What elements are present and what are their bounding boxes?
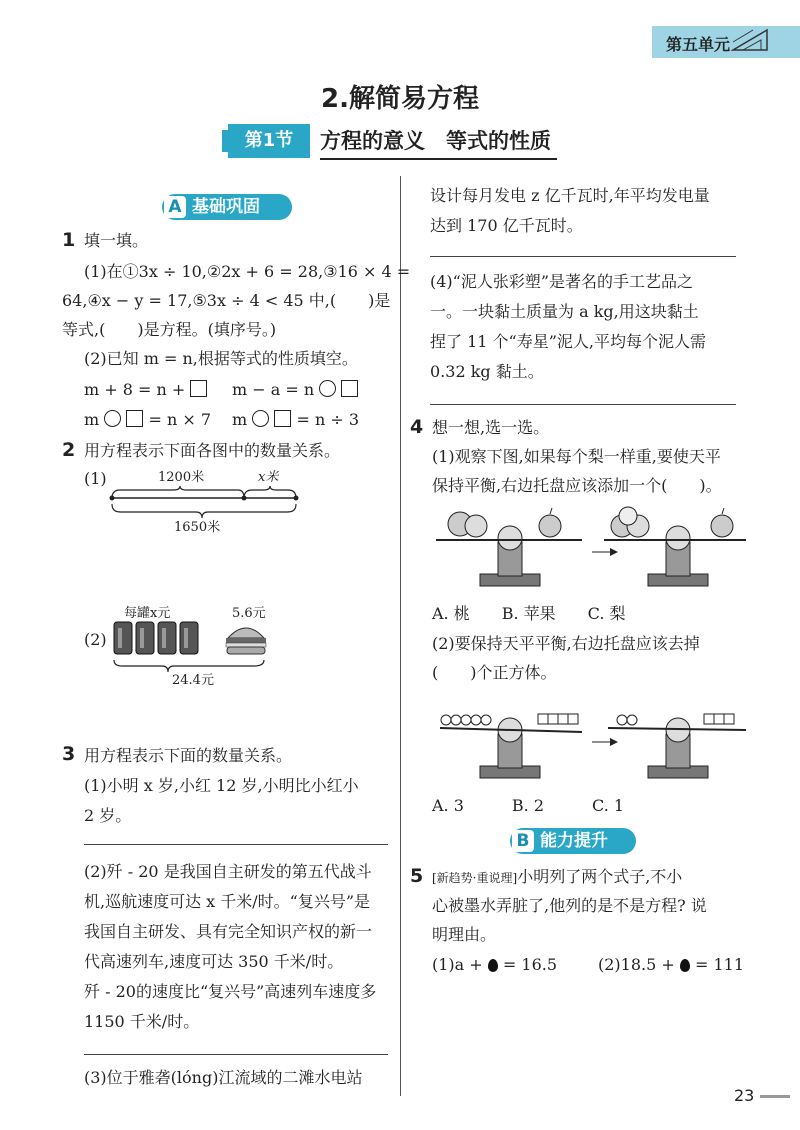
segment-1-label: 1200米 xyxy=(158,470,205,485)
answer-box[interactable] xyxy=(274,410,291,427)
burger-price-label: 5.6元 xyxy=(232,606,266,621)
q4-title: 想一想,选一选。 xyxy=(432,418,550,437)
q5-eq1-right: = 16.5 xyxy=(502,955,558,974)
unit-tab xyxy=(652,26,800,58)
section-badge: 第1节 xyxy=(228,124,310,158)
q1-p1-line2: 64,④x − y = 17,⑤3x ÷ 4 < 45 中,( )是 xyxy=(62,291,391,310)
q3-p3-line2: 设计每月发电 z 亿千瓦时,年平均发电量 xyxy=(430,186,710,205)
ink-drop-icon xyxy=(680,959,690,972)
q4-number: 4 xyxy=(410,416,424,438)
total-price-label: 24.4元 xyxy=(172,673,214,688)
q3-p2-line3: 我国自主研发、具有完全知识产权的新一 xyxy=(84,922,373,941)
q3-p3-line3: 达到 170 亿千瓦时。 xyxy=(430,216,583,235)
q3-p4-line4: 0.32 kg 黏土。 xyxy=(430,362,544,381)
q2-p2: (2) xyxy=(84,630,107,649)
q5-tag: [新趋势·重说理] xyxy=(432,871,518,885)
balance-scale-left-icon xyxy=(440,714,582,778)
q2-p1: (1) xyxy=(84,469,107,488)
q1-title: 填一填。 xyxy=(84,231,149,250)
q3-p4-line3: 捏了 11 个“寿星”泥人,平均每个泥人需 xyxy=(430,332,706,351)
q5-line1-text: 小明列了两个式子,不小 xyxy=(517,867,683,886)
q4-options-1[interactable]: A. 桃 B. 苹果 C. 梨 xyxy=(432,604,626,623)
q4-p2-line2: ( )个正方体。 xyxy=(432,663,557,682)
column-divider xyxy=(400,176,401,1096)
q5-eq1 xyxy=(432,955,557,975)
q1-eq3-text: m xyxy=(84,410,100,429)
section-a-pill xyxy=(162,194,292,220)
q5-line1 xyxy=(432,867,682,888)
q4-p2-line1: (2)要保持天平平衡,右边托盘应该去掉 xyxy=(432,634,700,653)
segment-2-label: x米 xyxy=(258,470,279,485)
q3-p2-line2: 机,巡航速度可达 x 千米/时。“复兴号”是 xyxy=(84,892,371,911)
answer-box[interactable] xyxy=(126,410,143,427)
q1-eq2 xyxy=(232,380,358,400)
q3-p4-line1: (4)“泥人张彩塑”是著名的手工艺品之 xyxy=(430,272,694,291)
answer-line xyxy=(430,404,736,405)
q3-p2-line6: 1150 千米/时。 xyxy=(84,1012,200,1031)
q5-line2: 心被墨水弄脏了,他列的是不是方程? 说 xyxy=(432,896,707,915)
q2-title: 用方程表示下面各图中的数量关系。 xyxy=(84,441,341,460)
q5-eq2-right: = 111 xyxy=(694,955,744,974)
q3-title: 用方程表示下面的数量关系。 xyxy=(84,746,293,765)
q1-eq3-tail: = n × 7 xyxy=(148,410,212,429)
q3-p3-line1: (3)位于雅砻(lóng)江流域的二滩水电站 xyxy=(84,1068,363,1087)
balance-scale-cube-illustration xyxy=(432,702,750,786)
page-number: 23 xyxy=(734,1086,755,1105)
section-b-pill xyxy=(510,828,636,854)
balance-scale-right-icon xyxy=(608,714,746,778)
balance-scale-right-icon xyxy=(604,507,746,586)
balance-scale-left-icon xyxy=(436,508,582,586)
q5-number: 5 xyxy=(410,865,424,887)
section-a-label: 基础巩固 xyxy=(192,197,260,217)
answer-box[interactable] xyxy=(341,380,358,397)
q1-eq4-text: m xyxy=(232,410,248,429)
q3-number: 3 xyxy=(62,743,76,765)
balance-scale-fruit-illustration xyxy=(432,502,750,594)
answer-circle[interactable] xyxy=(104,410,121,427)
answer-line xyxy=(84,1054,388,1055)
q1-eq1 xyxy=(84,380,207,400)
burger-icon xyxy=(226,628,266,654)
section-title: 方程的意义 等式的性质 xyxy=(320,124,557,160)
ink-drop-icon xyxy=(488,959,498,972)
q1-p1-line1: (1)在①3x ÷ 10,②2x + 6 = 28,③16 × 4 = xyxy=(84,262,411,281)
answer-line xyxy=(430,256,736,257)
q4-options-2[interactable]: A. 3 B. 2 C. 1 xyxy=(432,796,625,815)
page-number-rule xyxy=(760,1095,790,1098)
q3-p2-line5: 歼 - 20的速度比“复兴号”高速列车速度多 xyxy=(84,982,377,1001)
q3-p1-line1: (1)小明 x 岁,小红 12 岁,小明比小红小 xyxy=(84,776,359,795)
q1-eq4 xyxy=(232,410,359,430)
q1-eq2-text: m − a = n xyxy=(232,380,315,399)
q3-p2-line4: 代高速列车,速度可达 350 千米/时。 xyxy=(84,952,344,971)
q1-eq1-text: m + 8 = n + xyxy=(84,380,186,399)
q3-p1-line2: 2 岁。 xyxy=(84,806,132,825)
q1-p1-line3: 等式,( )是方程。(填序号。) xyxy=(62,320,277,339)
q5-eq2-left: (2)18.5 + xyxy=(598,955,675,974)
q4-p1-line1: (1)观察下图,如果每个梨一样重,要使天平 xyxy=(432,447,721,466)
q4-p1-line2: 保持平衡,右边托盘应该添加一个( )。 xyxy=(432,476,722,495)
total-length-label: 1650米 xyxy=(174,520,221,535)
unit-label: 第五单元 xyxy=(666,35,731,54)
q5-eq2 xyxy=(598,955,744,975)
answer-circle[interactable] xyxy=(252,410,269,427)
answer-line xyxy=(84,844,388,845)
q5-eq1-left: (1)a + xyxy=(432,955,483,974)
q1-eq3 xyxy=(84,410,211,430)
page-title: 2.解简易方程 xyxy=(321,84,479,114)
q3-p2-line1: (2)歼 - 20 是我国自主研发的第五代战斗 xyxy=(84,862,372,881)
q5-line3: 明理由。 xyxy=(432,925,497,944)
q3-p4-line2: 一。一块黏土质量为 a kg,用这块黏土 xyxy=(430,302,699,321)
can-price-label: 每罐x元 xyxy=(124,606,171,621)
q1-eq4-tail: = n ÷ 3 xyxy=(296,410,360,429)
ruler-triangle-icon xyxy=(731,28,771,54)
section-b-label: 能力提升 xyxy=(540,831,608,851)
answer-box[interactable] xyxy=(190,380,207,397)
answer-circle[interactable] xyxy=(319,380,336,397)
q2-number: 2 xyxy=(62,439,76,461)
q1-p2: (2)已知 m = n,根据等式的性质填空。 xyxy=(84,349,358,368)
section-a-letter: A xyxy=(164,196,186,218)
section-b-letter: B xyxy=(512,830,534,852)
q1-number: 1 xyxy=(62,229,76,251)
